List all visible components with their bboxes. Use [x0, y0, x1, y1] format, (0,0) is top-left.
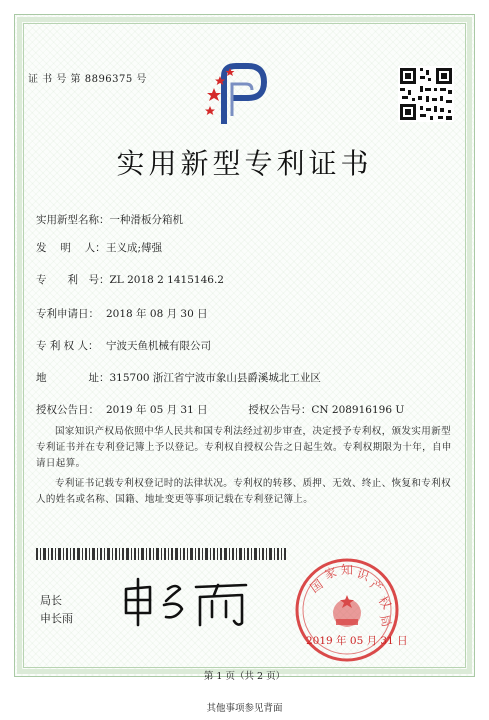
handwritten-signature-icon: [120, 575, 260, 630]
seal-date: 2019 年 05 月 31 日: [306, 635, 408, 647]
field-address: 地 址：315700 浙江省宁波市象山县爵溪城北工业区: [36, 372, 321, 384]
page-number: 第 1 页（共 2 页）: [203, 671, 286, 682]
svg-text:国: 国: [307, 577, 326, 596]
signatory-title: 局长: [40, 594, 62, 607]
field-utility-model-name: 实用新型名称：一种滑板分箱机: [36, 214, 183, 226]
status-paragraph: 专利证书记载专利权登记时的法律状况。专利权的转移、质押、无效、终止、恢复和专利权人的姓名或名称、国籍、地址变更等事项记载在专利登记簿上。: [36, 478, 452, 505]
barcode-strip: [36, 548, 286, 560]
cnipa-logo-icon: [202, 58, 272, 128]
svg-text:家: 家: [322, 564, 339, 582]
signatory-name: 申长雨: [40, 612, 73, 625]
field-patentee: 专 利 权 人： 宁波天鱼机械有限公司: [36, 340, 211, 352]
page-title: 实用新型专利证书: [116, 147, 373, 180]
field-inventor: 发 明 人：王义成;傅强: [36, 242, 163, 254]
certificate-number: 证 书 号 第 8896375 号: [28, 74, 147, 85]
official-seal-icon: [292, 555, 402, 665]
field-announcement: 授权公告日： 2019 年 05 月 31 日 授权公告号：CN 208916196 U: [36, 404, 405, 416]
field-patent-number: 专 利 号：ZL 2018 2 1415146.2: [36, 274, 224, 286]
field-application-date: 专利申请日： 2018 年 08 月 30 日: [36, 308, 208, 320]
grant-paragraph: 国家知识产权局依照中华人民共和国专利法经过初步审查，决定授予专利权，颁发实用新型专利证书并在专利登记簿上予以登记。专利权自授权公告之日起生效。专利权期限为十年，自申请日起算。: [36, 426, 452, 469]
svg-text:知: 知: [341, 563, 354, 577]
qr-code-icon: [398, 66, 454, 122]
svg-text:权: 权: [375, 593, 394, 612]
svg-text:产: 产: [367, 576, 386, 596]
svg-text:局: 局: [377, 613, 394, 629]
footer-note: 其他事项参见背面: [206, 703, 283, 714]
svg-text:识: 识: [355, 566, 371, 584]
